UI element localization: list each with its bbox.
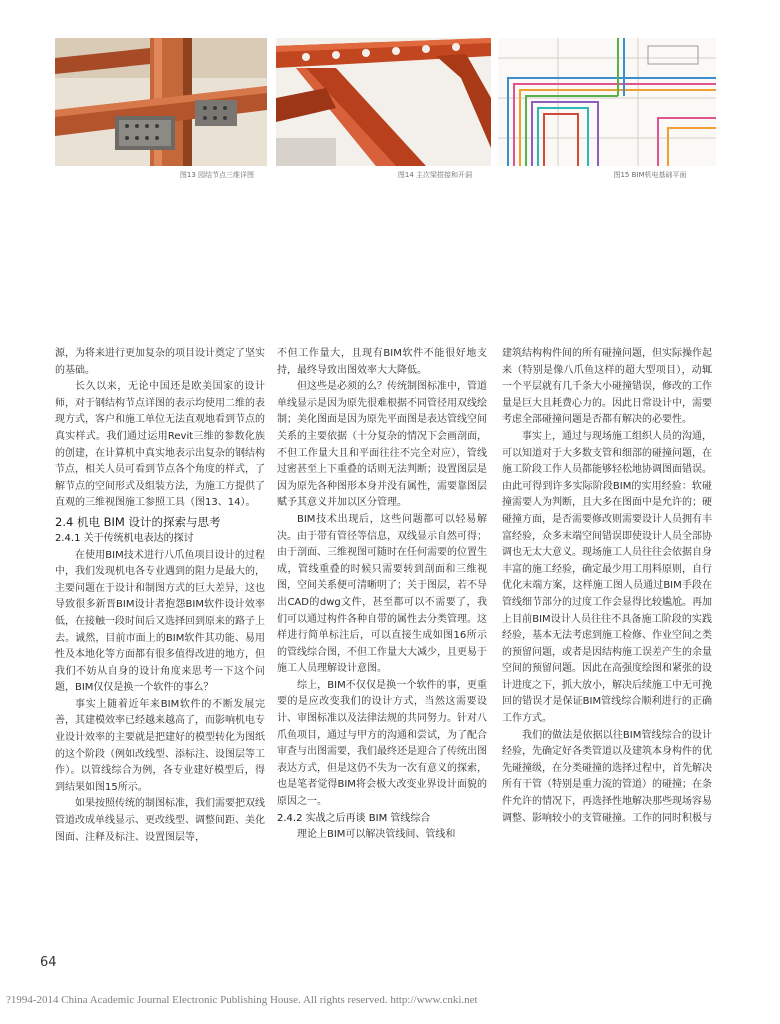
body-paragraph: 事实上随着近年来BIM软件的不断发展完善，其建模效率已经越来越高了，而影响机电专业设计效率的主要就是把建好的模型转化为图纸的这个阶段（例如改线型、添标注、设图层等工作）。以管线综合为例，各专业建好模型后，得到结果如图15所示。	[55, 698, 265, 793]
figure-14-caption: 图14 主次梁搭接和开洞	[397, 171, 473, 179]
figure-15-mep-plan	[498, 38, 716, 166]
body-paragraph: 综上，BIM不仅仅是换一个软件的事，更重要的是应改变我们的设计方式，当然这需要设计、审图标准以及法律法规的共同努力。针对八爪鱼项目，通过与甲方的沟通和尝试，为了配合审查与出图需要，我们最终还是迎合了传统出图表达方式，但是这仍不失为一次有意义的探索，也是笔者觉得BIM将会极大改变业界设计面貌的原因之一。	[277, 679, 487, 808]
body-paragraph: 事实上，通过与现场施工组织人员的沟通，可以知道对于大多数支管和细部的碰撞问题，在施工阶段工作人员都能够轻松地协调图面错误。由此可得到许多实际阶段BIM的实用经验：软碰撞需要人为判断，且大多在图面中是允许的；硬碰撞方面，是否需要修改则需要设计人员拥有丰富经验，众多末端空间错误即使设计人员全部协调也无太大意义。现场施工人员往往会依据自身丰富的施工经验，确定最少用工用料原则，自行优化末端方案，这样施工图人员通过BIM手段在管线细节部分的过度工作会显得比较尴尬。再加上目前BIM设计人员往往不具备施工阶段的实践经验，基本无法考虑到施工检修、作业空间之类的预留问题，或者是因结构施工误差产生的余量空间的预留问题。因此在高强度绘图和紧张的设计进度之下，抓大放小，解决后续施工中无可挽回的错误才是保证BIM管线综合顺利进行的正确工作方式。	[502, 430, 712, 725]
section-heading: 2.4 机电 BIM 设计的探索与思考	[55, 514, 221, 529]
body-paragraph: 在使用BIM技术进行八爪鱼项目设计的过程中，我们发现机电各专业遇到的阻力是最大的，主要问题在于设计和制图方式的巨大差异，这也导致很多新晋BIM设计者抱怨BIM软件设计效率低，在接触一段时间后又选择回到原来的路子上去。诚然，目前市面上的BIM软件其功能、易用性及本地化等方面都有很多值得改进的地方，但我们不妨从自身的设计角度来思考一下这个问题，BIM仅仅是换一个软件的事么？	[55, 549, 265, 694]
body-paragraph: 不但工作量大，且现有BIM软件不能很好地支持，最终导致出图效率大大降低。	[277, 348, 487, 376]
body-paragraph: 建筑结构构件间的所有碰撞问题，但实际操作起来（特别是像八爪鱼这样的超大型项目），动辄一个平层就有几千条大小碰撞错误，修改的工作量是巨大且耗费心力的。因此日常设计中，需要考虑全部碰撞问题是否都有解决的必要性。	[502, 348, 712, 426]
copyright-footer: ?1994-2014 China Academic Journal Electronic Publishing House. All rights reserved. http://www.cnki.net	[6, 994, 478, 1006]
figure-13-joint-detail	[55, 38, 267, 166]
figure-15-caption: 图15 BIM机电基础平面	[613, 171, 687, 179]
figure-14-image	[276, 38, 491, 166]
figure-13-image	[55, 38, 267, 166]
body-paragraph: 长久以来，无论中国还是欧美国家的设计师，对于钢结构节点详图的表示均使用二维的表现方式，客户和施工单位无法直观地看到节点的真实样式。我们通过运用Revit三维的参数化族的创建，在计算机中真实地表示出复杂的钢结构节点，相关人员可看到节点各个角度的样式，了解节点的空间形式及组装方法，为施工方提供了直观的三维视图施工参照工具（图13、14）。	[55, 381, 265, 509]
body-paragraph: 我们的做法是依据以往BIM管线综合的设计经验，先确定好各类管道以及建筑本身构件的优先碰撞级，在分类碰撞的选择过程中，首先解决所有干管（特别是重力流的管道）的碰撞；在条件允许的情况下，再选择性地解决那些现场容易调整、影响较小的支管碰撞。工作的同时积极与	[502, 729, 712, 824]
body-paragraph: 如果按照传统的制图标准，我们需要把双线管道改成单线显示、更改线型、调整间距、美化图面、注释及标注、设置图层等，	[55, 798, 265, 843]
figure-14-beam-openings	[276, 38, 491, 166]
subsection-heading: 2.4.1 关于传统机电表达的探讨	[55, 532, 194, 544]
figure-13-caption: 图13 园结节点三维详图	[179, 171, 255, 179]
text-column-1	[55, 346, 265, 846]
body-paragraph: 源，为将来进行更加复杂的项目设计奠定了坚实的基础。	[55, 348, 265, 376]
subsection-heading: 2.4.2 实战之后再谈 BIM 管线综合	[277, 812, 431, 824]
figure-15-image	[498, 38, 716, 166]
text-column-2	[277, 346, 487, 844]
page-number: 64	[40, 955, 57, 970]
body-paragraph: BIM技术出现后，这些问题都可以轻易解决。由于带有管径等信息，双线显示自然可得；由于剖面、三维视图可随时在任何需要的位置生成，管线重叠的时候只需要转到剖面和三维视图，空间关系便可清晰明了；关于图层，若不导出CAD的dwg文件，甚至都可以不需要了，我们可以通过构件各种自带的属性去分类管理。这样进行简单标注后，可以直接生成如图16所示的管线综合图，不但工作量大大减少，且更易于施工人员理解设计意图。	[277, 513, 487, 675]
text-column-3	[502, 346, 712, 827]
body-paragraph: 但这些是必须的么？传统制图标准中，管道单线显示是因为原先很难根据不同管径用双线绘制；美化图面是因为原先平面图是表达管线空间关系的主要依据（十分复杂的情况下会画剖面，不但工作量大且和平面往往不完全对应），管线过密甚至上下重叠的话则无法判断；设置图层是因为原先各种图形本身并没有属性，需要靠图层赋予其意义并加以区分管理。	[277, 381, 487, 509]
body-paragraph: 理论上BIM可以解决管线间、管线和	[297, 829, 456, 841]
